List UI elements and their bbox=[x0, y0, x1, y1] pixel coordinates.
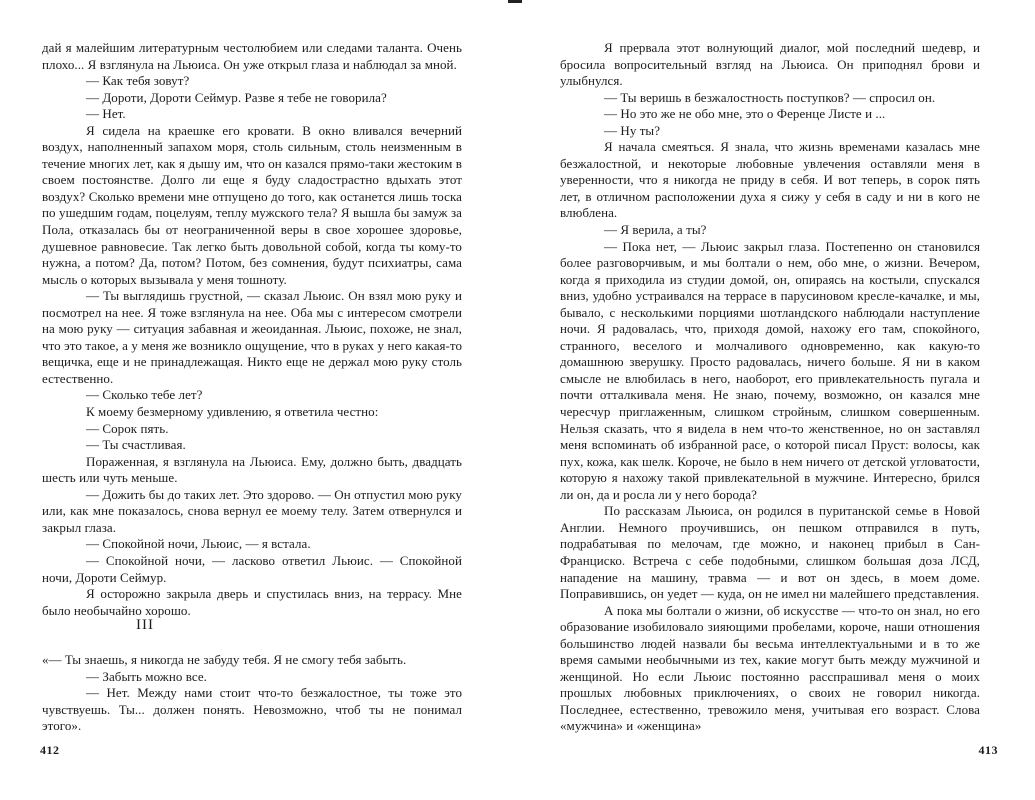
paragraph: — Дожить бы до таких лет. Это здорово. — Он отпустил мою руку или, как мне показалось, снова вернул ее моему телу. Затем отвернулся и закрыл глаза. bbox=[42, 486, 462, 535]
paragraph: — Ну ты? bbox=[604, 122, 661, 138]
chapter-heading: III bbox=[136, 617, 154, 633]
paragraph: — Спокойной ночи, — ласково ответил Льюис. — Спокойной ночи, Дороти Сеймур. bbox=[42, 552, 462, 585]
paragraph: дай я малейшим литературным честолюбием или следами таланта. Очень плохо... Я взглянула на Льюиса. Он уже открыл глаза и наблюдал за мной. bbox=[42, 40, 462, 72]
left-page bbox=[42, 0, 462, 800]
paragraph: — Нет. Между нами стоит что-то безжалостное, ты тоже это чувствуешь. Ты... должен понять. Невозможно, чтоб ты не понимал этого». bbox=[42, 685, 462, 734]
page-number: 412 bbox=[40, 743, 60, 757]
paragraph: — Дороти, Дороти Сеймур. Разве я тебе не говорила? bbox=[86, 89, 387, 105]
paragraph: — Ты веришь в безжалостность поступков? — спросил он. bbox=[604, 89, 936, 105]
paragraph: Я прервала этот волнующий диалог, мой последний шедевр, и бросила вопросительный взгляд на Льюиса. Он приподнял брови и улыбнулся. bbox=[560, 40, 980, 89]
paragraph: По рассказам Льюиса, он родился в пуританской семье в Новой Англии. Немного проучившись, он пешком отправился в путь, подрабатывая по мелочам, где можно, и наконец прибыл в Сан-Франциско. Встреча с себе подобными, слишком большая доза ЛСД, нападение на машину, травма — и вот он здесь, в моем доме. Поправившись, он уедет — куда, он не имел ни малейшего представления. bbox=[560, 503, 980, 602]
paragraph: Я сидела на краешке его кровати. В окно вливался вечерний воздух, наполненный запахом моря, столь сильным, столь неизменным в течение многих лет, как я дышу им, что он казался прямо-таки жестоким в своем постоянстве. Долго ли еще я буду сладострастно вдыхать этот воздух? Сколько времени мне отпущено до того, как останется лишь тоска по ушедшим годам, поцелуям, теплу мужского тела? Я вышла бы замуж за Пола, отказалась бы от неограниченной веры в свое хорошее здоровье, душевное равновесие. Так легко быть довольной собой, когда ты кому-то нужна, а потом? Да, потом? Потом, без сомнения, будут психиатры, сама мысль о которых вызывала у меня тошноту. bbox=[42, 122, 462, 287]
paragraph: Пораженная, я взглянула на Льюиса. Ему, должно быть, двадцать шесть или чуть меньше. bbox=[42, 453, 462, 486]
paragraph: — Ты выглядишь грустной, — сказал Льюис. Он взял мою руку и посмотрел на нее. Я тоже взглянула на нее. Оба мы с интересом смотрели на мою руку — ситуация забавная и жеоиданная. Льюис, похоже, не знал, что это такое, а у меня же возникло ощущение, что в руках у него какая-то вещичка, еще и не принадлежащая. Никто еще не держал мою руку столь естественно. bbox=[42, 288, 462, 386]
paragraph: А пока мы болтали о жизни, об искусстве — что-то он знал, но его образование изобиловало зияющими пробелами, короче, наши отношения большинство людей назвали бы весьма интеллектуальными и в то же время самыми необычными из тех, какие могут быть между мужчиной и женщиной. Но если Льюис постоянно расспрашивал меня о моих прошлых любовных приключениях, о своих не говорил никогда. Последнее, естественно, тревожило меня, учитывая его возраст. Слова «мужчина» и «женщина» bbox=[560, 602, 980, 734]
paragraph: — Ты счастливая. bbox=[86, 437, 186, 453]
print-mark bbox=[508, 0, 522, 3]
paragraph: «— Ты знаешь, я никогда не забуду тебя. Я не смогу тебя забыть. bbox=[42, 652, 407, 667]
paragraph: — Я верила, а ты? bbox=[604, 222, 707, 238]
paragraph: — Как тебя зовут? bbox=[86, 73, 190, 89]
right-page bbox=[560, 0, 998, 800]
paragraph: — Забыть можно все. bbox=[86, 668, 207, 684]
paragraph: — Нет. bbox=[86, 106, 126, 122]
paragraph: — Пока нет, — Льюис закрыл глаза. Постепенно он становился более разговорчивым, и мы болтали о нем, обо мне, о жизни. Вечером, когда я приходила из студии домой, он, опираясь на костыли, спускался вниз, удобно устраивался на террасе в парусиновом кресле-качалке, и мы, бывало, с несколькими порциями шотландского наблюдали наступление ночи. Я радовалась, что, приходя домой, нахожу его там, спокойного, странного, веселого и молчаливого одновременно, как какую-то домашнюю зверушку. Просто радовалась, ничего больше. Я ни в каком смысле не влюбилась в него, наоборот, его привлекательность пугала и почти отталкивала меня. Не знаю, почему, возможно, он казался мне чересчур приглаженным, слишком стройным, слишком совершенным. Нельзя сказать, что я видела в нем что-то женственное, но он заставлял меня вспоминать об избранной расе, о которой писал Пруст: волосы, как пух, кожа, как шелк. Короче, не было в нем ничего от детской угловатости, которую я нахожу такой привлекательной в мужчине. Интересно, брился ли он, да и росла ли у него борода? bbox=[560, 238, 980, 502]
paragraph: — Спокойной ночи, Льюис, — я встала. bbox=[86, 536, 311, 552]
page-number: 413 bbox=[978, 743, 998, 757]
right-page-text bbox=[560, 40, 980, 735]
paragraph: Я осторожно закрыла дверь и спустилась вниз, на террасу. Мне было необычайно хорошо. bbox=[42, 586, 462, 618]
paragraph: Я начала смеяться. Я знала, что жизнь временами казалась мне безжалостной, и некоторые любовные увлечения оставляли меня в уверенности, что я никогда не приду в себя. И вот теперь, в сорок пять лет, в отличном расположении духа я сижу у себя в саду и ни в кого не влюблена. bbox=[560, 139, 980, 221]
chapter-text bbox=[42, 652, 462, 735]
paragraph: — Сорок пять. bbox=[86, 420, 169, 436]
paragraph: — Сколько тебе лет? bbox=[86, 387, 203, 403]
paragraph: — Но это же не обо мне, это о Ференце Листе и ... bbox=[604, 106, 886, 122]
left-page-text bbox=[42, 40, 462, 619]
paragraph: К моему безмерному удивлению, я ответила честно: bbox=[86, 404, 379, 420]
